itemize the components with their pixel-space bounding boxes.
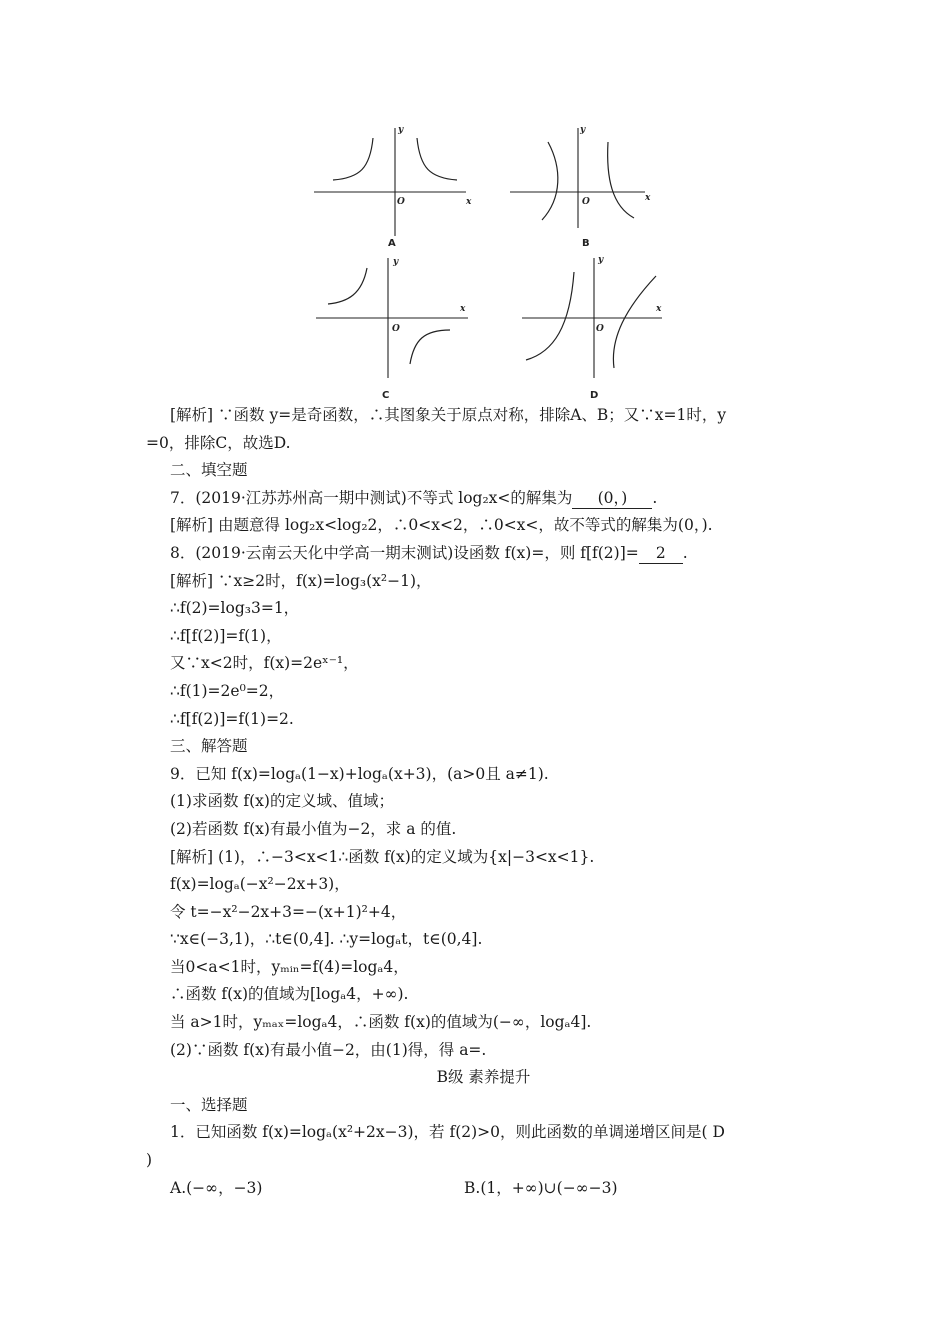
- q9-analysis-line2: f(x)=logₐ(−x²−2x+3)，: [170, 875, 350, 894]
- q7-question-end: .: [652, 488, 658, 507]
- q6-analysis-line2: =0，排除C，故选D.: [146, 433, 291, 452]
- graph-c-y-label: y: [393, 257, 399, 267]
- graph-a-x-label: x: [466, 197, 472, 207]
- q9-part2: (2)若函数 f(x)有最小值为−2，求 a 的值.: [170, 819, 457, 838]
- graph-a-y-label: y: [398, 125, 404, 135]
- graph-d-caption: D: [590, 390, 599, 401]
- q8-analysis-line6: ∴f[f(2)]=f(1)=2.: [170, 709, 294, 728]
- q8-analysis-line2: ∴f(2)=log₃3=1，: [170, 599, 300, 618]
- option-b: B.(1，+∞)∪(−∞−3): [464, 1178, 618, 1197]
- graph-b-caption: B: [582, 238, 590, 249]
- graph-d-x-label: x: [656, 304, 662, 314]
- q8-analysis-line4: 又∵x<2时，f(x)=2eˣ⁻¹，: [170, 654, 359, 673]
- q8-question-end: .: [682, 543, 688, 562]
- graph-b-x-label: x: [645, 193, 651, 203]
- graph-d-origin: O: [596, 324, 604, 334]
- q6-analysis-line1: [解析] ∵函数 y=是奇函数，∴其图象关于原点对称，排除A、B；又∵x=1时，y: [170, 406, 727, 424]
- q9-analysis-line1: [解析] (1)，∴−3<x<1∴函数 f(x)的定义域为{x|−3<x<1}.: [170, 847, 595, 866]
- graph-d-curve-left: [526, 272, 574, 360]
- graph-d-y-label: y: [598, 255, 604, 265]
- graph-c-curve-left: [328, 268, 367, 304]
- q8-question: [146, 540, 821, 568]
- graph-a-curve-left: [333, 138, 373, 180]
- graph-b-y-label: y: [580, 125, 586, 135]
- document-body: [146, 402, 821, 1202]
- graph-a: [300, 118, 480, 248]
- q7-question: [146, 485, 821, 513]
- graph-b-curve-right: [608, 142, 634, 218]
- graph-a-curve-right: [417, 138, 457, 180]
- graph-b: [500, 118, 680, 248]
- graph-c-origin: O: [392, 324, 400, 334]
- b1-question: 1．已知函数 f(x)=logₐ(x²+2x−3)，若 f(2)>0，则此函数的单调递增区间是( D: [170, 1123, 725, 1142]
- q7-answer-blank: (0，): [572, 488, 652, 509]
- graph-a-origin: O: [397, 197, 405, 207]
- graph-d-curve-right: [613, 276, 656, 368]
- graph-c-curve-right: [410, 330, 450, 364]
- q9-analysis-line7: 当 a>1时，yₘₐₓ=logₐ4，∴函数 f(x)的值域为(−∞，logₐ4].: [170, 1013, 592, 1032]
- q8-analysis-line5: ∴f(1)=2e⁰=2，: [170, 681, 285, 700]
- section-answer-heading: 三、解答题: [170, 737, 248, 756]
- option-graphs: [300, 118, 680, 401]
- graph-b-curve-left: [542, 142, 558, 220]
- q7-question-text: 7．(2019·江苏苏州高一期中测试)不等式 log₂x<的解集为: [170, 488, 573, 507]
- q9-part1: (1)求函数 f(x)的定义域、值域；: [170, 792, 394, 811]
- q8-question-text: 8．(2019·云南云天化中学高一期末测试)设函数 f(x)=，则 f[f(2)]=: [170, 543, 639, 562]
- q9-analysis-line8: (2)∵函数 f(x)有最小值−2，由(1)得，得 a=.: [170, 1040, 487, 1059]
- graph-b-origin: O: [582, 197, 590, 207]
- graph-d: [510, 254, 690, 400]
- level-b-heading: B级 素养提升: [436, 1068, 531, 1087]
- b1-options: [146, 1175, 821, 1203]
- section-fill-in-heading: 二、填空题: [170, 461, 248, 480]
- q8-analysis-line3: ∴f[f(2)]=f(1)，: [170, 626, 282, 645]
- graph-c-caption: C: [382, 390, 390, 401]
- section-choice-heading: 一、选择题: [170, 1095, 248, 1114]
- option-a: A.(−∞，−3): [170, 1178, 263, 1197]
- q9-analysis-line4: ∵x∈(−3,1)，∴t∈(0,4]. ∴y=logₐt，t∈(0,4].: [170, 930, 483, 949]
- b1-question-end: ): [146, 1151, 153, 1170]
- graph-a-caption: A: [388, 238, 396, 249]
- graph-c-x-label: x: [460, 304, 466, 314]
- q9-analysis-line3: 令 t=−x²−2x+3=−(x+1)²+4，: [170, 902, 407, 921]
- q8-answer-blank: 2: [639, 543, 683, 564]
- q9-question: 9．已知 f(x)=logₐ(1−x)+logₐ(x+3)，(a>0且 a≠1).: [170, 764, 549, 783]
- q9-analysis-line6: ∴函数 f(x)的值域为[logₐ4，+∞).: [170, 985, 409, 1004]
- q8-analysis-line1: [解析] ∵x≥2时，f(x)=log₃(x²−1)，: [170, 571, 432, 590]
- q7-analysis: [解析] 由题意得 log₂x<log₂2，∴0<x<2，∴0<x<，故不等式的解集为(0，).: [170, 516, 713, 535]
- q9-analysis-line5: 当0<a<1时，yₘᵢₙ=f(4)=logₐ4，: [170, 957, 409, 976]
- graph-c: [300, 254, 480, 400]
